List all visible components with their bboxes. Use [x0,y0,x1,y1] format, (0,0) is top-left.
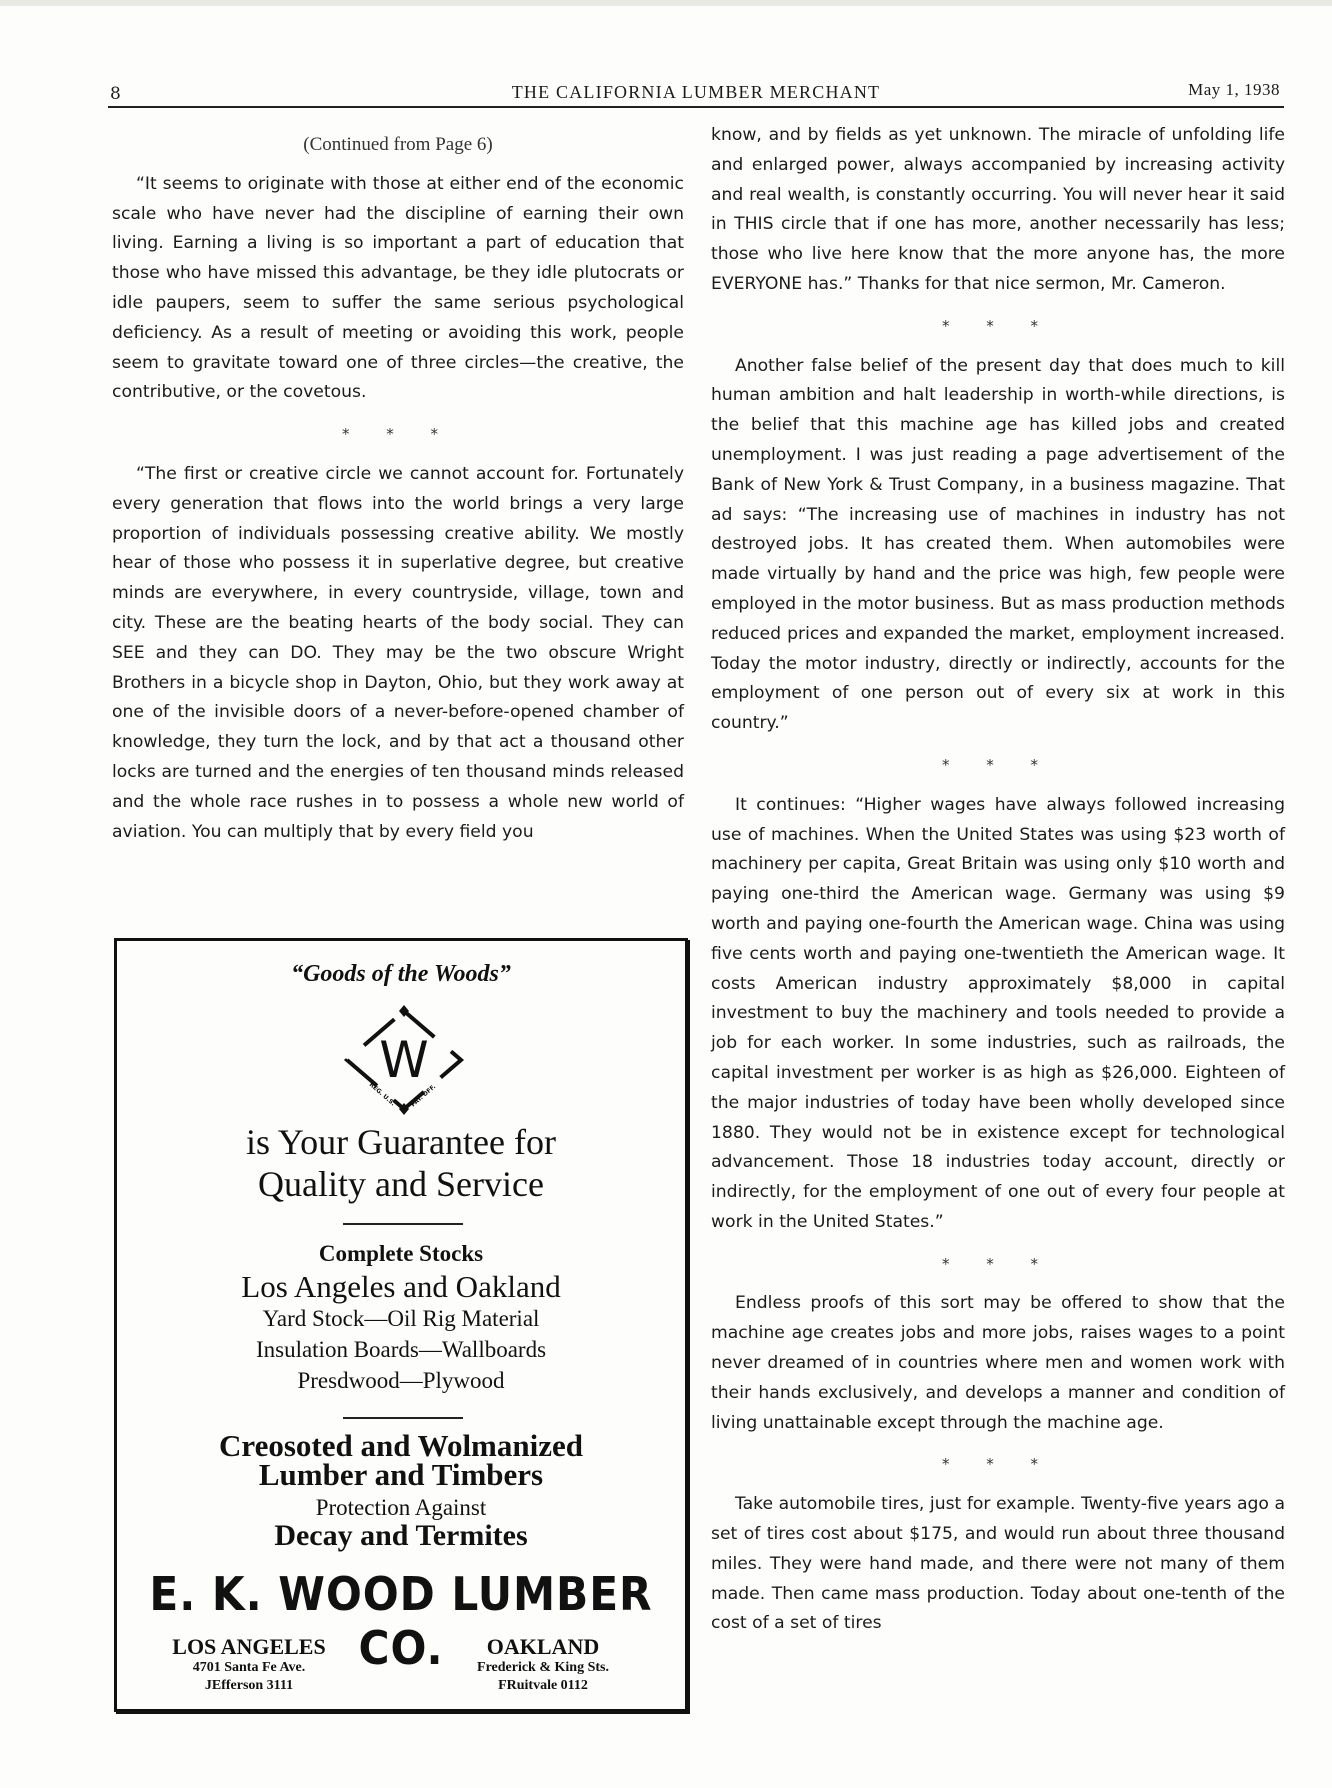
section-divider: * * * [941,1254,1055,1273]
product-line: Yard Stock—Oil Rig Material [262,1306,540,1331]
logo-letter: W [379,1031,429,1089]
headline-line: Quality and Service [258,1164,544,1204]
headline-line: is Your Guarantee for [246,1122,556,1162]
paragraph: Take automobile tires, just for example. Twenty-five years ago a set of tires cost about $175, and would run about three thousand miles. They were hand made, and there were not many of them made. Then came mass production. Today about one-tenth of the cost of a set of tires [711,1494,1285,1634]
office-los-angeles [129,1635,369,1695]
product-line: Presdwood—Plywood [297,1368,505,1393]
continued-note: (Continued from Page 6) [303,134,493,155]
paragraph: Endless proofs of this sort may be offered to show that the machine age creates jobs and more jobs, raises wages to a point never dreamed of in countries where men and women work with their hands exclusively, and develops a manner and condition of living unattainable except through the machine age. [711,1293,1285,1433]
page-number: 8 [110,84,122,104]
w-diamond-logo-icon [339,1005,469,1115]
protection-text: Protection Against [315,1495,487,1520]
paragraph: Another false belief of the present day that does much to kill human ambition and halt leadership in worth-while directions, is the belief that this machine age has killed jobs and created unemployment. I was just reading a page advertisement of the Bank of New York & Trust Company, in a business magazine. That ad says: “The increasing use of machines in industry has not destroyed jobs. It has created them. When automobiles were made virtually by hand and the price was high, few people were employed in the motor business. But as mass production methods reduced prices and expanded the market, employment increased. Today the motor industry, directly or indirectly, accounts for the employment of one person out of every six at work in this country.” [711,355,1285,734]
decay-text: Decay and Termites [274,1519,528,1552]
right-column [711,121,1285,1639]
product-list [117,1303,685,1396]
advertisement-box [114,938,688,1712]
section-divider: * * * [941,1455,1055,1474]
section-divider: * * * [941,755,1055,774]
office-oakland [423,1635,663,1695]
publication-title: THE CALIFORNIA LUMBER MERCHANT [511,82,881,102]
office-address: 4701 Santa Fe Ave. [192,1660,306,1675]
section-divider: * * * [341,425,455,444]
ad-divider [343,1417,463,1419]
paragraph: know, and by fields as yet unknown. The miracle of unfolding life and enlarged power, always accompanied by increasing activity and real wealth, is constantly occurring. You will never hear it said in THIS circle that if one has more, another necessarily has less; those who live here know that the more anyone has, the more EVERYONE has.” Thanks for that nice sermon, Mr. Cameron. [711,125,1285,294]
stock-cities: Los Angeles and Oakland [241,1269,561,1304]
page-header [108,78,1284,108]
issue-date: May 1, 1938 [1188,80,1280,99]
logo-mark-right: PAT. OFF. [409,1083,438,1109]
complete-stocks: Complete Stocks [318,1241,484,1266]
ad-headline [117,1121,685,1205]
paragraph: It continues: “Higher wages have always followed increasing use of machines. When the United States was using $23 worth of machinery per capita, Great Britain was using only $10 worth and paying one-third the American wage. Germany was using $9 worth and paying one-fourth the American wage. China was using five cents worth and paying one-twentieth the American wage. It costs American industry approximately $8,000 in capital investment to buy the machinery and tools needed to provide a job for each worker. In some industries, such as railroads, the capital investment per worker is as high as $26,000. Eighteen of the major industries of today have been wholly developed since 1880. They would not be in existence except for technological advancement. Those 18 industries today account, directly or indirectly, for the employment of one out of every four people at work in the United States.” [711,794,1285,1232]
product-line: Insulation Boards—Wallboards [255,1337,547,1362]
office-address: Frederick & King Sts. [477,1660,609,1675]
paragraph: “The first or creative circle we cannot account for. Fortunately every generation that flows into the world brings a very large proportion of individuals possessing creative ability. We mostly hear of those who possess it in superlative degree, but creative minds are everywhere, in every countryside, village, town and city. These are the beating hearts of the body social. They can SEE and they can DO. They may be the two obscure Wright Brothers in a bicycle shop in Dayton, Ohio, but they work away at one of the invisible doors of a never-before-opened chamber of knowledge, they turn the lock, and by that act a thousand other locks are turned and the energies of ten thousand minds released and the whole race rushes in to possess a whole new world of aviation. You can multiply that by every field you [112,463,684,842]
page-edge [0,0,1332,6]
paragraph: “It seems to originate with those at either end of the economic scale who have never had the discipline of earning their own living. Earning a living is so important a part of education that those who have missed this advantage, be they idle plutocrats or idle paupers, seem to suffer the same serious psychological deficiency. As a result of meeting or avoiding this work, people seem to gravitate toward one of three circles—the creative, the contributive, or the covetous. [112,173,684,403]
office-phone: JEfferson 3111 [204,1678,294,1693]
office-phone: FRuitvale 0112 [498,1678,588,1693]
section-divider: * * * [941,316,1055,335]
creosoted-line: Lumber and Timbers [258,1457,544,1492]
office-city: OAKLAND [486,1634,600,1659]
logo-mark-left: REG. U.S. [367,1081,397,1108]
company-name: E. K. WOOD LUMBER CO. [149,1567,653,1675]
ad-slogan: “Goods of the Woods” [291,961,511,987]
creosoted-line: Creosoted and Wolmanized [219,1428,583,1463]
ad-divider [343,1223,463,1225]
creosoted-heading [117,1428,685,1492]
office-city: LOS ANGELES [172,1634,326,1659]
left-column [112,128,684,847]
